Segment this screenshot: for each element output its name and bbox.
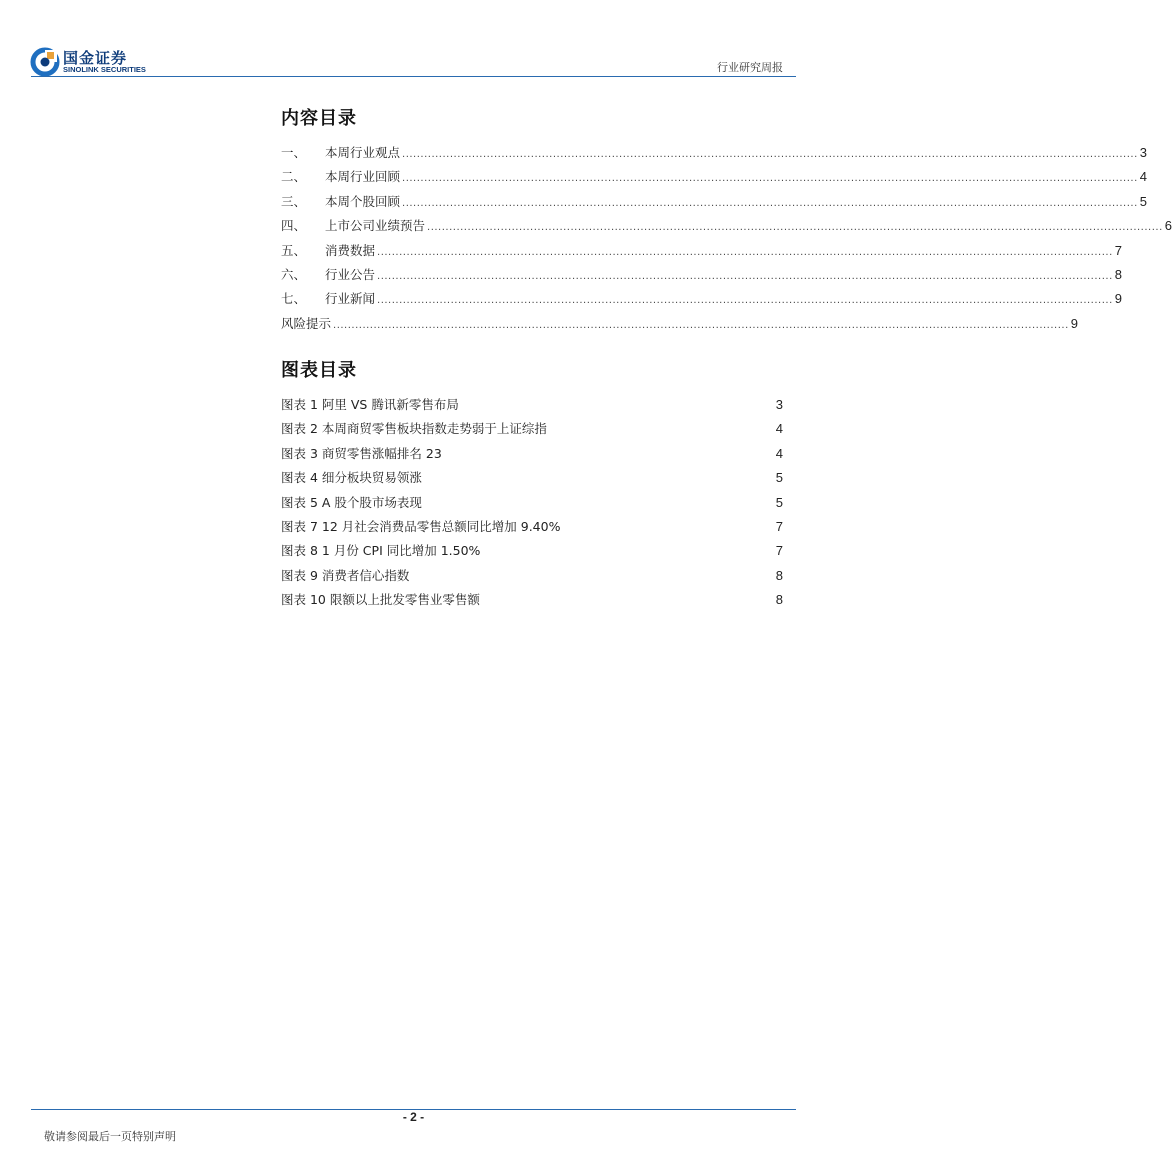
toc-entry-label: 行业新闻 [325,291,376,307]
page-header [0,0,827,80]
figure-entry-page: 5 [775,470,783,486]
toc-leader-dots: ........................................................................................................................................................................................................ [402,197,1138,209]
toc-entry-page: 9 [1070,315,1078,331]
toc-entry[interactable] [281,190,1147,214]
figure-entry-label: 图表 5 A 股个股市场表现 [281,494,422,510]
figure-entry-page: 3 [775,397,783,412]
toc-entry-number: 三、 [281,193,307,209]
figure-entry-label: 图表 3 商贸零售涨幅排名 23 [281,445,442,461]
toc-entry-label: 本周个股回顾 [325,193,401,209]
toc-leader-dots: ........................................................................................................................................................................................................ [333,319,1069,331]
figure-entry-page: 4 [775,445,783,461]
figure-entry[interactable] [281,539,783,563]
toc-leader-dots: ........................................................................................................................................................................................................ [377,246,1113,258]
toc-entry-number: 七、 [281,291,307,307]
toc-entry-page: 9 [1114,291,1122,307]
toc-entry-page: 5 [1139,193,1147,209]
toc-entry-label: 上市公司业绩预告 [325,218,426,234]
toc-entry[interactable] [281,312,1078,336]
figure-entry-page: 8 [775,592,783,608]
figure-list [281,358,783,613]
logo-mark-icon [31,48,59,76]
toc-entry-label: 本周行业回顾 [325,169,401,185]
report-type: 行业研究周报 [717,61,783,74]
toc-entry-page: 3 [1139,145,1147,160]
toc-leader-dots: ........................................................................................................................................................................................................ [377,270,1113,282]
toc-leader-dots: ........................................................................................................................................................................................................ [427,222,1163,234]
figure-entry-page: 7 [775,543,783,559]
logo-text-en: SINOLINK SECURITIES [63,65,146,74]
toc-entry[interactable] [281,165,1147,189]
figure-entry[interactable] [281,442,783,466]
toc-leader-dots: ........................................................................................................................................................................................................ [402,149,1138,160]
toc-entry-number: 四、 [281,218,307,234]
figure-list-title: 图表目录 [281,360,357,381]
figure-entry[interactable] [281,588,783,612]
toc-entry-number: 五、 [281,242,307,258]
toc-entry[interactable] [281,287,1122,311]
toc-entry-number: 二、 [281,169,307,185]
figure-entry-label: 图表 2 本周商贸零售板块指数走势弱于上证综指 [281,421,547,437]
toc-entry[interactable] [281,239,1122,263]
toc-entry-page: 7 [1114,242,1122,258]
logo-text-cn: 国金证券 [63,49,128,67]
figure-entry[interactable] [281,417,783,441]
company-logo [31,46,161,78]
toc-entry-number: 六、 [281,266,307,282]
figure-entry-label: 图表 8 1 月份 CPI 同比增加 1.50% [281,543,481,559]
table-of-contents [281,106,1172,336]
header-divider [31,76,796,77]
figure-entry-label: 图表 4 细分板块贸易领涨 [281,470,422,486]
toc-entry-label: 本周行业观点 [325,145,401,160]
toc-entry-page: 6 [1164,218,1172,234]
figure-entry-page: 8 [775,567,783,583]
toc-entry-page: 4 [1139,169,1147,185]
toc-entry[interactable] [281,214,1172,238]
toc-entry-label: 风险提示 [281,315,332,331]
toc-entry-number: 一、 [281,145,307,160]
figure-entry-page: 7 [775,518,783,534]
figure-entry-page: 4 [775,421,783,437]
disclaimer: 敬请参阅最后一页特别声明 [44,1130,176,1143]
figure-entry[interactable] [281,393,783,417]
figure-entry[interactable] [281,515,783,539]
figure-list-items [281,393,783,613]
toc-entry[interactable] [281,263,1122,287]
toc-entry-label: 行业公告 [325,266,376,282]
toc-list [281,141,1172,336]
figure-entry[interactable] [281,564,783,588]
figure-entry-label: 图表 10 限额以上批发零售业零售额 [281,592,480,608]
figure-entry-label: 图表 9 消费者信心指数 [281,567,410,583]
page-number: - 2 - [402,1110,425,1124]
figure-entry[interactable] [281,491,783,515]
toc-leader-dots: ........................................................................................................................................................................................................ [402,173,1138,185]
toc-entry-page: 8 [1114,266,1122,282]
toc-leader-dots: ........................................................................................................................................................................................................ [377,295,1113,307]
toc-title: 内容目录 [281,108,357,129]
figure-entry[interactable] [281,466,783,490]
figure-entry-label: 图表 7 12 月社会消费品零售总额同比增加 9.40% [281,518,561,534]
figure-entry-label: 图表 1 阿里 VS 腾讯新零售布局 [281,397,459,412]
toc-entry[interactable] [281,141,1147,165]
toc-entry-label: 消费数据 [325,242,376,258]
figure-entry-page: 5 [775,494,783,510]
